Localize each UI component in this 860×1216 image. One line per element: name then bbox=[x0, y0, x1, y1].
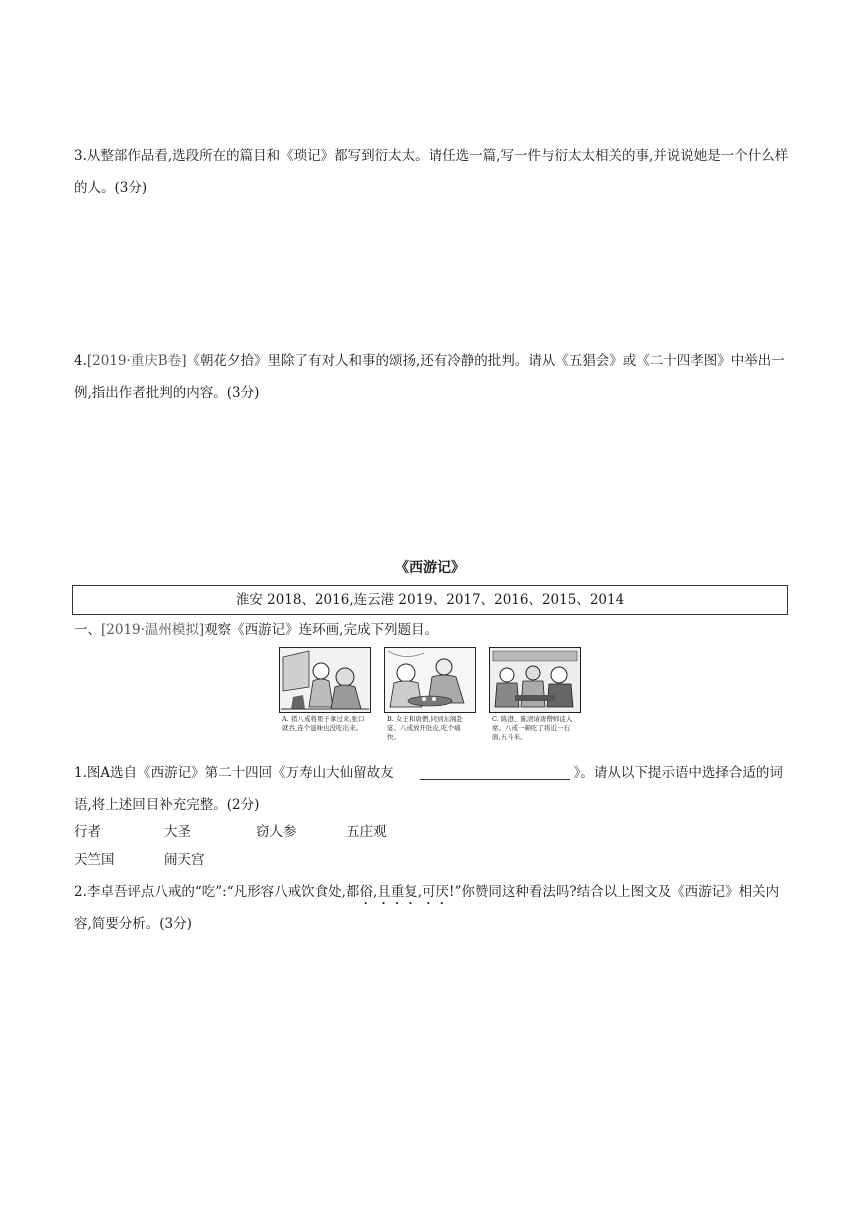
question-2 bbox=[74, 876, 790, 940]
question-4-text: 《朝花夕拾》里除了有对人和事的颂扬,还有冷静的批判。请从《五猖会》或《二十四孝图》中举出一例,指出作者批判的内容。(3分) bbox=[74, 353, 785, 401]
exam-sources-text: 淮安 2018、2016,连云港 2019、2017、2016、2015、2014 bbox=[235, 592, 625, 608]
part-1-source: [2019·温州模拟] bbox=[101, 622, 205, 638]
comic-panel-b-illustration bbox=[384, 647, 476, 713]
comic-strip bbox=[279, 647, 584, 747]
emphasis-su: 俗 bbox=[359, 884, 373, 900]
emphasis-keyan: 可厌 bbox=[422, 884, 450, 900]
comic-panel-b bbox=[384, 647, 476, 747]
question-2-text-2: , bbox=[372, 884, 378, 900]
option-tianzhuguo: 天竺国 bbox=[74, 852, 115, 868]
emphasis-chongfu: 且重复 bbox=[377, 884, 418, 900]
question-1 bbox=[74, 757, 790, 821]
question-2-text-1: 2.李卓吾评点八戒的“吃”:“凡形容八戒饮食处,都 bbox=[74, 884, 360, 900]
comic-panel-b-caption: B. 女王和唐僧,同到东阁赴宴。八戒放开肚皮,吃个痛快。 bbox=[387, 715, 463, 741]
comic-panel-c-illustration bbox=[489, 647, 581, 713]
part-1-text: 观察《西游记》连环画,完成下列题目。 bbox=[204, 622, 438, 638]
question-3 bbox=[74, 140, 790, 204]
question-3-text: 3.从整部作品看,选段所在的篇目和《琐记》都写到衍太太。请任选一篇,写一件与衍太太相关的事,并说说她是一个什么样的人。(3分) bbox=[74, 148, 789, 196]
part-1-prefix: 一、 bbox=[74, 622, 101, 638]
question-2-text-3: , bbox=[417, 884, 423, 900]
comic-panel-a bbox=[279, 647, 371, 747]
option-wuzhuangguan: 五庄观 bbox=[346, 824, 387, 840]
section-title: 《西游记》 bbox=[395, 560, 465, 576]
question-4 bbox=[74, 345, 790, 409]
comic-panel-a-caption: A. 猪八戒将果子拿过来,张口就吞,连个滋味也没吃出来。 bbox=[282, 715, 365, 732]
comic-panel-a-illustration bbox=[279, 647, 371, 713]
part-1-instruction bbox=[74, 614, 790, 646]
comic-panel-c bbox=[489, 647, 581, 747]
question-4-source: [2019·重庆B卷] bbox=[86, 353, 187, 369]
option-dasheng: 大圣 bbox=[164, 824, 191, 840]
exam-sources-box bbox=[72, 585, 788, 615]
option-qierenshen: 窃人参 bbox=[256, 824, 297, 840]
option-naotiangong: 闹天宫 bbox=[164, 852, 205, 868]
answer-blank[interactable] bbox=[420, 765, 570, 780]
question-2-text-4: !”你赞同这种看法吗?结合以上图文及《西游记》相关内容,简要分析。(3分) bbox=[74, 884, 780, 932]
question-4-number: 4. bbox=[74, 353, 87, 369]
question-1-text-before: 1.图A选自《西游记》第二十四回《万寿山大仙留故友 bbox=[74, 765, 394, 781]
option-xingzhe: 行者 bbox=[74, 824, 101, 840]
question-1-text-after: 》。请从以下提示语中选择合适的词语,将上述回目补充完整。(2分) bbox=[74, 765, 783, 813]
comic-panel-c-caption: C. 陈澄、陈清请唐僧师徒入席。八戒一顿吃了将近一石面,五斗米。 bbox=[492, 715, 573, 741]
